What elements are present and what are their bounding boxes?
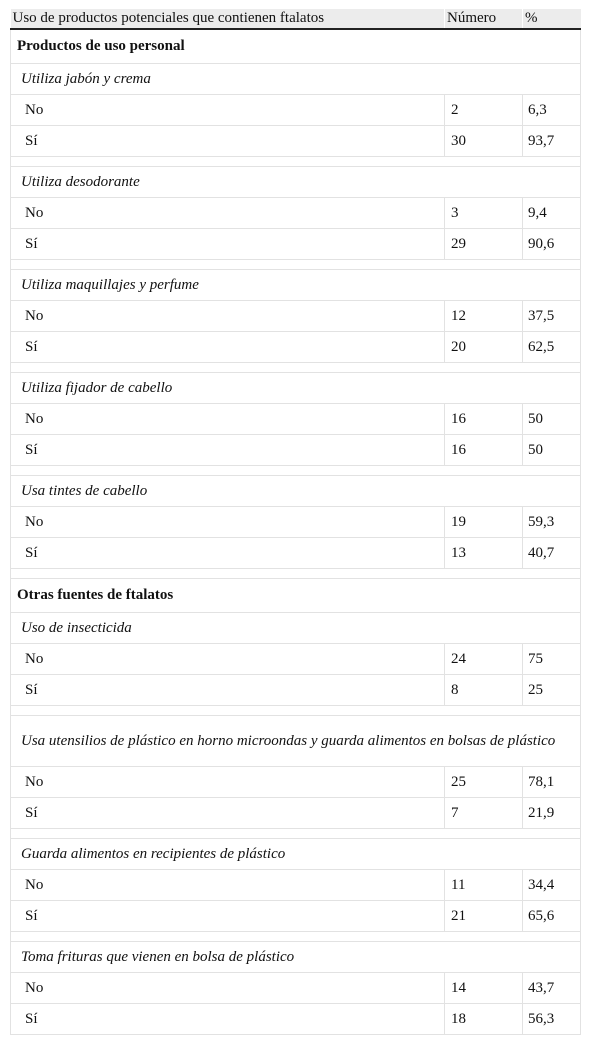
row-label: Sí (11, 675, 445, 706)
row-number: 19 (445, 507, 523, 538)
row-percent: 59,3 (523, 507, 581, 538)
row-label: No (11, 404, 445, 435)
row-label: No (11, 870, 445, 901)
row-label: No (11, 767, 445, 798)
row-number: 8 (445, 675, 523, 706)
row-number: 13 (445, 538, 523, 569)
header-number: Número (445, 9, 523, 29)
group-label: Toma frituras que vienen en bolsa de plástico (11, 942, 581, 973)
group-label: Uso de insecticida (11, 613, 581, 644)
group-row (11, 167, 581, 198)
row-percent: 43,7 (523, 973, 581, 1004)
row-label: No (11, 95, 445, 126)
group-label: Usa tintes de cabello (11, 476, 581, 507)
group-label: Utiliza jabón y crema (11, 64, 581, 95)
row-number: 3 (445, 198, 523, 229)
row-number: 2 (445, 95, 523, 126)
table-row (11, 1004, 581, 1035)
table-row (11, 644, 581, 675)
row-number: 25 (445, 767, 523, 798)
group-label: Utiliza desodorante (11, 167, 581, 198)
row-percent: 75 (523, 644, 581, 675)
row-label: Sí (11, 798, 445, 829)
spacer-row (11, 932, 581, 942)
table-row (11, 229, 581, 260)
row-number: 29 (445, 229, 523, 260)
row-percent: 6,3 (523, 95, 581, 126)
row-percent: 90,6 (523, 229, 581, 260)
row-number: 20 (445, 332, 523, 363)
spacer-row (11, 363, 581, 373)
row-label: Sí (11, 1004, 445, 1035)
row-percent: 40,7 (523, 538, 581, 569)
row-label: Sí (11, 538, 445, 569)
data-table-container (10, 9, 580, 1035)
group-label: Guarda alimentos en recipientes de plástico (11, 839, 581, 870)
row-number: 14 (445, 973, 523, 1004)
row-percent: 50 (523, 404, 581, 435)
row-percent: 34,4 (523, 870, 581, 901)
row-percent: 62,5 (523, 332, 581, 363)
group-row (11, 373, 581, 404)
section-title: Otras fuentes de ftalatos (11, 579, 581, 613)
section-row (11, 29, 581, 64)
row-percent: 56,3 (523, 1004, 581, 1035)
row-number: 11 (445, 870, 523, 901)
group-row (11, 270, 581, 301)
table-row (11, 198, 581, 229)
spacer-row (11, 569, 581, 579)
row-percent: 65,6 (523, 901, 581, 932)
table-row (11, 870, 581, 901)
row-number: 16 (445, 435, 523, 466)
table-header-row (11, 9, 581, 29)
row-label: Sí (11, 435, 445, 466)
group-row (11, 716, 581, 767)
row-label: Sí (11, 126, 445, 157)
table-row (11, 767, 581, 798)
row-label: No (11, 301, 445, 332)
table-row (11, 435, 581, 466)
group-label: Utiliza maquillajes y perfume (11, 270, 581, 301)
row-percent: 37,5 (523, 301, 581, 332)
row-percent: 21,9 (523, 798, 581, 829)
spacer-row (11, 466, 581, 476)
row-label: No (11, 973, 445, 1004)
table-row (11, 301, 581, 332)
section-title: Productos de uso personal (11, 29, 581, 64)
group-row (11, 613, 581, 644)
table-row (11, 95, 581, 126)
row-number: 16 (445, 404, 523, 435)
spacer-row (11, 829, 581, 839)
row-label: No (11, 507, 445, 538)
section-row (11, 579, 581, 613)
phthalate-usage-table (10, 9, 581, 1035)
group-row (11, 839, 581, 870)
row-number: 18 (445, 1004, 523, 1035)
group-label: Usa utensilios de plástico en horno microondas y guarda alimentos en bolsas de plástico (11, 716, 581, 767)
spacer-row (11, 157, 581, 167)
row-label: Sí (11, 332, 445, 363)
table-row (11, 901, 581, 932)
row-percent: 50 (523, 435, 581, 466)
row-label: Sí (11, 229, 445, 260)
row-percent: 9,4 (523, 198, 581, 229)
row-label: No (11, 198, 445, 229)
table-row (11, 332, 581, 363)
row-percent: 93,7 (523, 126, 581, 157)
group-row (11, 64, 581, 95)
table-row (11, 675, 581, 706)
table-row (11, 126, 581, 157)
group-row (11, 942, 581, 973)
table-row (11, 973, 581, 1004)
row-label: No (11, 644, 445, 675)
row-percent: 78,1 (523, 767, 581, 798)
group-label: Utiliza fijador de cabello (11, 373, 581, 404)
row-number: 21 (445, 901, 523, 932)
group-row (11, 476, 581, 507)
header-product-use: Uso de productos potenciales que contienen ftalatos (11, 9, 445, 29)
row-number: 24 (445, 644, 523, 675)
table-row (11, 798, 581, 829)
table-row (11, 538, 581, 569)
row-label: Sí (11, 901, 445, 932)
row-number: 30 (445, 126, 523, 157)
row-number: 7 (445, 798, 523, 829)
table-row (11, 507, 581, 538)
spacer-row (11, 260, 581, 270)
spacer-row (11, 706, 581, 716)
table-row (11, 404, 581, 435)
row-number: 12 (445, 301, 523, 332)
row-percent: 25 (523, 675, 581, 706)
header-percent: % (523, 9, 581, 29)
